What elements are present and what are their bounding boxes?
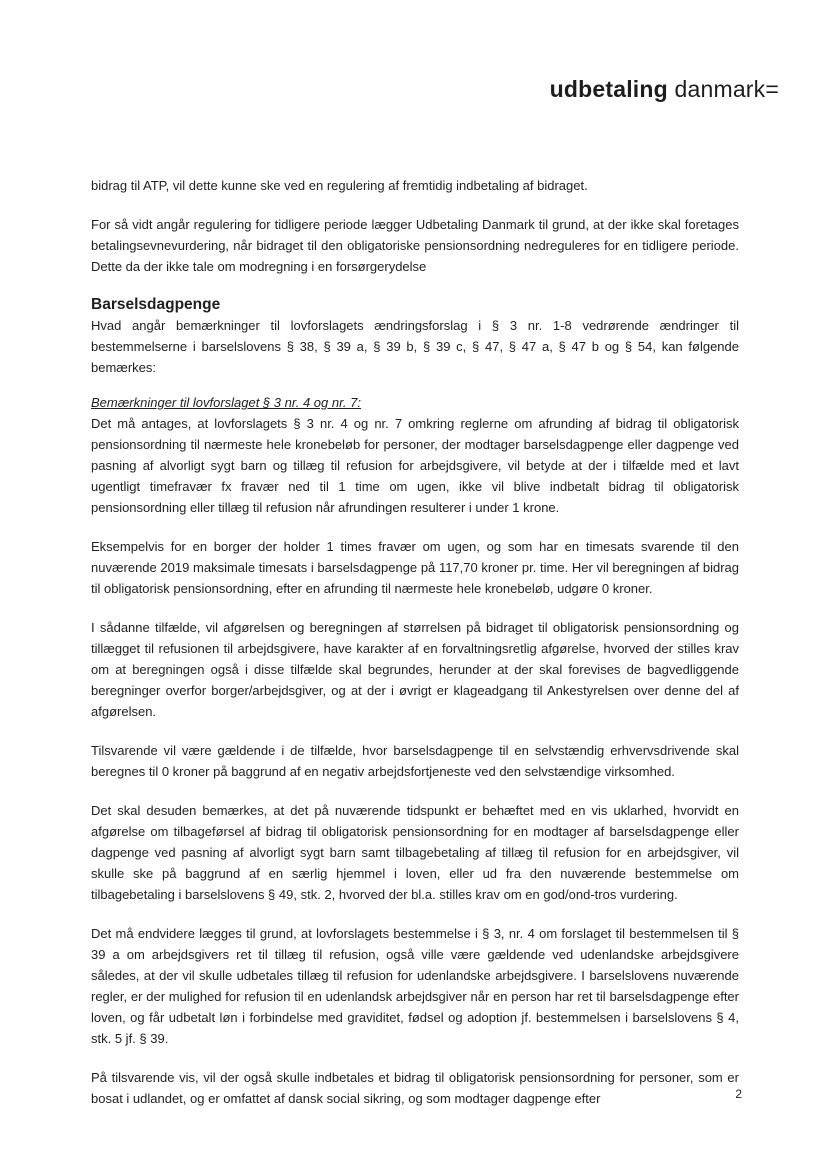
logo-bold-text: udbetaling: [549, 76, 668, 102]
paragraph-6: I sådanne tilfælde, vil afgørelsen og beregningen af størrelsen på bidraget til obligatorisk pensionsordning og tillægget til refusionen til arbejdsgivere, have karakter af en forvaltningsretlig afgørelse, hvorved der stilles krav om at beregningen også i disse tilfælde skal begrundes, herunder at der skal forevises de bagvedliggende beregninger overfor borger/arbejdsgiver, og at der i øvrigt er klageadgang til Ankestyrelsen over denne del af afgørelsen.: [91, 620, 739, 719]
paragraph-5: Eksempelvis for en borger der holder 1 times fravær om ugen, og som har en timesats svarende til den nuværende 2019 maksimale timesats i barselsdagpenge på 117,70 kroner pr. time. Her vil beregningen af bidrag til obligatorisk pensionsordning, efter en afrunding til nærmeste hele kronebeløb, udgøre 0 kroner.: [91, 539, 739, 596]
udbetaling-danmark-logo: [550, 76, 779, 103]
paragraph-2: For så vidt angår regulering for tidligere periode lægger Udbetaling Danmark til grund, at der ikke skal foretages betalingsevnevurdering, når bidraget til den obligatoriske pensionsordning nedreguleres for en tidligere periode. Dette da der ikke tale om modregning i en forsørgerydelse: [91, 217, 739, 274]
paragraph-3: Hvad angår bemærkninger til lovforslagets ændringsforslag i § 3 nr. 1-8 vedrørende ændringer til bestemmelserne i barselslovens § 38, § 39 a, § 39 b, § 39 c, § 47, § 47 a, § 47 b og § 54, kan følgende bemærkes:: [91, 318, 739, 375]
page-number: 2: [735, 1087, 742, 1101]
document-body: [91, 175, 739, 1109]
paragraph-1: bidrag til ATP, vil dette kunne ske ved en regulering af fremtidig indbetaling af bidraget.: [91, 178, 588, 193]
paragraph-10: På tilsvarende vis, vil der også skulle indbetales et bidrag til obligatorisk pensionsordning for personer, som er bosat i udlandet, og er omfattet af dansk social sikring, og som modtager dagpenge efter: [91, 1070, 739, 1106]
logo-light-text: danmark=: [667, 76, 779, 102]
paragraph-9: Det må endvidere lægges til grund, at lovforslagets bestemmelse i § 3, nr. 4 om forslaget til bestemmelsen til § 39 a om arbejdsgivers ret til tillæg til refusion, også ville være gældende ved udenlandske arbejdsgivere således, at der vil skulle udbetales tillæg til refusion for udenlandske arbejdsgivere. I barselslovens nuværende regler, er der mulighed for refusion til en udenlandsk arbejdsgiver når en person har ret til barselsdagpenge efter loven, og får udbetalt løn i forbindelse med graviditet, fødsel og adoption jf. bestemmelsen i barselslovens § 4, stk. 5 jf. § 39.: [91, 926, 739, 1046]
paragraph-8: Det skal desuden bemærkes, at det på nuværende tidspunkt er behæftet med en vis uklarhed, hvorvidt en afgørelse om tilbageførsel af bidrag til obligatorisk pensionsordning for en modtager af barselsdagpenge eller dagpenge ved pasning af alvorligt sygt barn samt tilbagebetaling af tillæg til refusion for en arbejdsgiver, vil skulle ske på baggrund af en særlig hjemmel i loven, eller ud fra den nuværende bestemmelse om tilbagebetaling i barselslovens § 49, stk. 2, hvorved der bl.a. stilles krav om en god/ond-tros vurdering.: [91, 803, 739, 902]
paragraph-4: Det må antages, at lovforslagets § 3 nr. 4 og nr. 7 omkring reglerne om afrunding af bidrag til obligatorisk pensionsordning til nærmeste hele kronebeløb for personer, der modtager barselsdagpenge eller dagpenge ved pasning af alvorligt sygt barn og tillæg til refusion for arbejdsgivere, vil betyde at der i tilfælde med et lavt ugentligt timefravær fx fravær ned til 1 time om ugen, ikke vil blive indbetalt bidrag til obligatorisk pensionsordning eller tillæg til refusion når afrundingen resulterer i under 1 krone.: [91, 416, 739, 515]
section-heading: Barselsdagpenge: [91, 296, 221, 313]
paragraph-7: Tilsvarende vil være gældende i de tilfælde, hvor barselsdagpenge til en selvstændig erhvervsdrivende skal beregnes til 0 kroner på baggrund af en negativ arbejdsfortjeneste ved den selvstændige virksomhed.: [91, 743, 739, 779]
subheading: Bemærkninger til lovforslaget § 3 nr. 4 og nr. 7:: [91, 395, 361, 410]
